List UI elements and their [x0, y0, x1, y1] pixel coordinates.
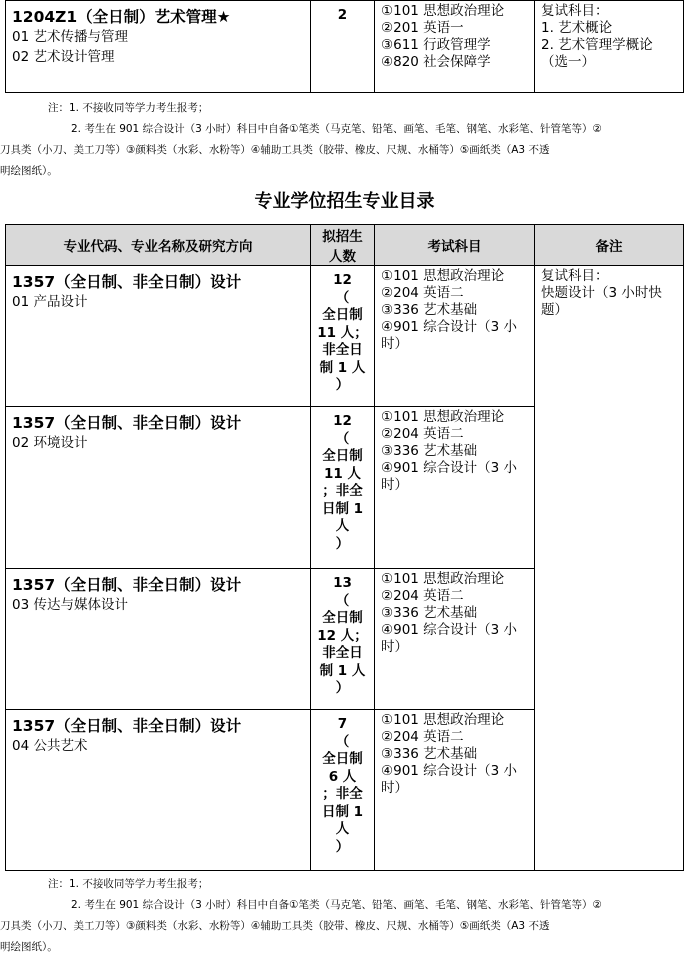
- exam-cell: [375, 1, 535, 93]
- notes-bottom: [0, 874, 648, 958]
- exam-subjects: ①101 思想政治理论 ②204 英语二 ③336 艺术基础 ④901 综合设计（3 小 时）: [381, 268, 518, 352]
- note-line: 明绘图纸）。: [0, 941, 58, 953]
- exam-subject: ②201 英语一: [381, 20, 464, 36]
- professional-degree-table: [5, 224, 684, 871]
- research-direction: 02 艺术设计管理: [12, 49, 115, 65]
- note-line: 注：1. 不接收同等学力考生报考；: [48, 102, 209, 114]
- research-direction: 01 产品设计: [12, 294, 88, 310]
- note-line: 刀具类（小刀、美工刀等）③颜料类（水彩、水粉等）④辅助工具类（胶带、橡皮、尺规、水桶等）⑤画纸类（A3 不透: [0, 920, 550, 932]
- exam-cell: [375, 407, 535, 569]
- exam-subject: ③611 行政管理学: [381, 37, 491, 53]
- program-cell: [6, 407, 311, 569]
- program-code: 1357（全日制、非全日制）设计: [12, 414, 242, 432]
- header-program: 专业代码、专业名称及研究方向: [6, 225, 311, 266]
- remark-cell: [535, 1, 684, 93]
- program-cell: [6, 1, 311, 93]
- quota-value: 7 （ 全日制 6 人 ；非全 日制 1 人 ）: [321, 716, 364, 855]
- exam-cell: [375, 710, 535, 871]
- program-cell: [6, 569, 311, 710]
- exam-cell: [375, 266, 535, 407]
- program-code: 1357（全日制、非全日制）设计: [12, 273, 242, 291]
- quota-value: 13 （ 全日制 12 人； 非全日 制 1 人 ）: [317, 575, 368, 696]
- program-code: 1204Z1（全日制）艺术管理★: [12, 8, 231, 26]
- table-row: [6, 266, 684, 407]
- header-exams: 考试科目: [375, 225, 535, 266]
- exam-subjects: ①101 思想政治理论 ②204 英语二 ③336 艺术基础 ④901 综合设计（3 小 时）: [381, 409, 518, 493]
- note-line: 刀具类（小刀、美工刀等）③颜料类（水彩、水粉等）④辅助工具类（胶带、橡皮、尺规、水桶等）⑤画纸类（A3 不透: [0, 144, 550, 156]
- research-direction: 01 艺术传播与管理: [12, 29, 128, 45]
- research-direction: 02 环境设计: [12, 435, 88, 451]
- quota-cell: [311, 1, 375, 93]
- table-header-row: [6, 225, 684, 266]
- program-code: 1357（全日制、非全日制）设计: [12, 717, 242, 735]
- research-direction: 04 公共艺术: [12, 738, 88, 754]
- remark-text: 复试科目： 快题设计（3 小时快题）: [541, 268, 662, 318]
- quota-value: 2: [337, 7, 348, 23]
- quota-cell: [311, 710, 375, 871]
- research-direction: 03 传达与媒体设计: [12, 597, 128, 613]
- remark-text: 复试科目： 1. 艺术概论 2. 艺术管理学概论（选一）: [541, 3, 653, 70]
- section-title: 专业学位招生专业目录: [254, 191, 435, 212]
- quota-value: 12 （ 全日制 11 人； 非全日 制 1 人 ）: [317, 272, 368, 393]
- exam-cell: [375, 569, 535, 710]
- quota-value: 12 （ 全日制 11 人 ；非全 日制 1 人 ）: [321, 413, 364, 552]
- quota-cell: [311, 407, 375, 569]
- program-cell: [6, 266, 311, 407]
- exam-subject: ①101 思想政治理论: [381, 3, 505, 19]
- note-line: 明绘图纸）。: [0, 165, 58, 177]
- header-quota: 拟招生人数: [311, 225, 375, 266]
- header-remarks: 备注: [535, 225, 684, 266]
- note-line: 2. 考生在 901 综合设计（3 小时）科目中自备①笔类（马克笔、铅笔、画笔、毛笔、钢笔、水彩笔、针管笔等）②: [71, 899, 602, 911]
- note-line: 2. 考生在 901 综合设计（3 小时）科目中自备①笔类（马克笔、铅笔、画笔、毛笔、钢笔、水彩笔、针管笔等）②: [71, 123, 602, 135]
- quota-cell: [311, 266, 375, 407]
- top-program-table: [5, 0, 684, 93]
- notes-top: [0, 98, 648, 182]
- quota-cell: [311, 569, 375, 710]
- note-line: 注：1. 不接收同等学力考生报考；: [48, 878, 209, 890]
- program-code: 1357（全日制、非全日制）设计: [12, 576, 242, 594]
- remark-cell: [535, 266, 684, 871]
- exam-subject: ④820 社会保障学: [381, 54, 491, 70]
- table-row: [6, 1, 684, 93]
- exam-subjects: ①101 思想政治理论 ②204 英语二 ③336 艺术基础 ④901 综合设计（3 小 时）: [381, 571, 518, 655]
- exam-subjects: ①101 思想政治理论 ②204 英语二 ③336 艺术基础 ④901 综合设计（3 小 时）: [381, 712, 518, 796]
- program-cell: [6, 710, 311, 871]
